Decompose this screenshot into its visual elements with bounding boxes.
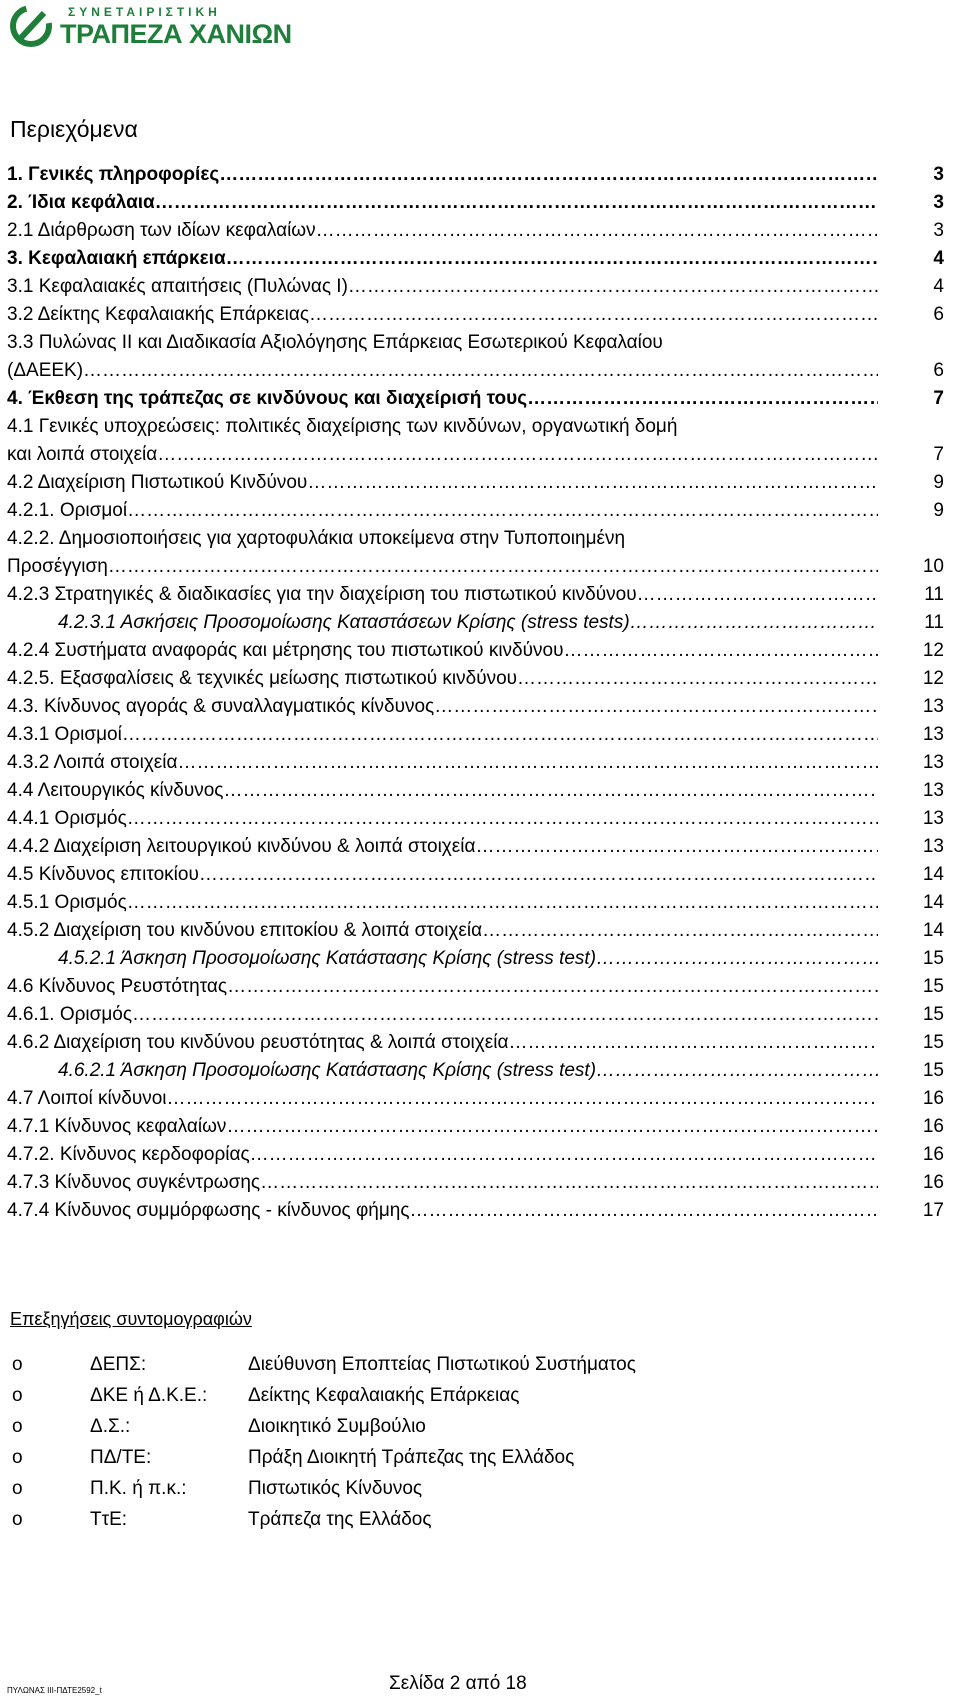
abbreviation-item [0, 1442, 960, 1473]
toc-entry[interactable] [0, 1001, 960, 1029]
toc-entry[interactable] [0, 385, 960, 413]
bullet-marker: o [12, 1416, 23, 1437]
toc-entry-title: 4.4.2 Διαχείριση λειτουργικού κινδύνου & λοιπά στοιχεία …………………………………………………………………………………………………………………………………………………………………………………… [7, 833, 878, 861]
toc-entry-title: Προσέγγιση …………………………………………………………………………………………………………………………………………………………………………………… [7, 553, 878, 581]
toc-entry[interactable] [0, 1141, 960, 1169]
toc-entry-page: 13 [922, 808, 944, 829]
toc-entry-page: 14 [922, 892, 944, 913]
abbreviation-value: Διοικητικό Συμβούλιο [248, 1416, 426, 1437]
toc-entry-title: 4.6.2 Διαχείριση του κινδύνου ρευστότητας & λοιπά στοιχεία …………………………………………………………………………………………………………………………………………………………………………………… [7, 1029, 878, 1057]
toc-entry-title: 4.5.1 Ορισμός …………………………………………………………………………………………………………………………………………………………………………………… [7, 889, 878, 917]
toc-entry-title: 3.1 Κεφαλαιακές απαιτήσεις (Πυλώνας Ι) …………………………………………………………………………………………………………………………………………………………………………………… [7, 273, 878, 301]
abbreviation-key: ΔΕΠΣ: [90, 1354, 147, 1375]
abbreviation-item [0, 1473, 960, 1504]
toc-entry-page: 7 [933, 388, 944, 409]
abbreviations-list [0, 1349, 960, 1535]
toc-entry[interactable] [0, 161, 960, 189]
toc-entry-title: 4.2.2. Δημοσιοποιήσεις για χαρτοφυλάκια υποκείμενα στην Τυποποιημένη [7, 528, 626, 549]
abbreviation-value: Δείκτης Κεφαλαιακής Επάρκειας [248, 1385, 520, 1406]
toc-entry[interactable] [0, 1029, 960, 1057]
toc-entry[interactable] [0, 301, 960, 329]
toc-entry-page: 13 [922, 752, 944, 773]
page-number: Σελίδα 2 από 18 [389, 1673, 527, 1694]
toc-entry-page: 13 [922, 836, 944, 857]
toc-entry[interactable] [0, 917, 960, 945]
bullet-marker: o [12, 1509, 23, 1530]
toc-entry-title: 4.3.2 Λοιπά στοιχεία …………………………………………………………………………………………………………………………………………………………………………………… [7, 749, 878, 777]
logo-mark-icon [10, 5, 52, 47]
toc-entry-title: 2. Ίδια κεφάλαια …………………………………………………………………………………………………………………………………………………………………………………… [7, 189, 878, 217]
abbreviation-value: Διεύθυνση Εποπτείας Πιστωτικού Συστήματος [248, 1354, 636, 1375]
toc-entry-page: 13 [922, 780, 944, 801]
toc-entry-page: 4 [933, 276, 944, 297]
toc-entry[interactable] [0, 469, 960, 497]
toc-entry[interactable] [0, 777, 960, 805]
toc-entry-page: 16 [922, 1088, 944, 1109]
bullet-marker: o [12, 1447, 23, 1468]
toc-entry-title: 4.2.5. Εξασφαλίσεις & τεχνικές μείωσης πιστωτικού κινδύνου …………………………………………………………………………………………………………………………………………………………………………………… [7, 665, 878, 693]
toc-entry[interactable] [0, 973, 960, 1001]
toc-entry[interactable] [0, 329, 960, 357]
toc-entry[interactable] [0, 805, 960, 833]
toc-entry-page: 3 [933, 220, 944, 241]
logo-top-text: ΣΥΝΕΤΑΙΡΙΣΤΙΚΗ [68, 5, 221, 19]
toc-entry[interactable] [0, 217, 960, 245]
abbreviation-key: Π.Κ. ή π.κ.: [90, 1478, 187, 1499]
toc-entry-page: 12 [922, 668, 944, 689]
abbreviation-item [0, 1349, 960, 1380]
toc-entry-title: και λοιπά στοιχεία …………………………………………………………………………………………………………………………………………………………………………………… [7, 441, 878, 469]
toc-entry[interactable] [0, 721, 960, 749]
toc-entry-title: 1. Γενικές πληροφορίες …………………………………………………………………………………………………………………………………………………………………………………… [7, 161, 878, 189]
toc-entry[interactable] [0, 1197, 960, 1225]
toc-title: Περιεχόμενα [10, 116, 138, 142]
table-of-contents [0, 161, 960, 1225]
logo-main-text: ΤΡΑΠΕΖΑ ΧΑΝΙΩΝ [60, 19, 292, 49]
bank-logo [10, 2, 292, 50]
abbreviation-key: ΠΔ/ΤΕ: [90, 1447, 152, 1468]
toc-entry-title: 4.2.3.1 Ασκήσεις Προσομοίωσης Καταστάσεων Κρίσης (stress tests) …………………………………………………………………………………………………………………………………………………………………………………… [58, 609, 878, 637]
abbreviation-value: Πιστωτικός Κίνδυνος [248, 1478, 423, 1499]
toc-entry-title: 4.7.1 Κίνδυνος κεφαλαίων …………………………………………………………………………………………………………………………………………………………………………………… [7, 1113, 878, 1141]
toc-entry-title: (ΔΑΕΕΚ) …………………………………………………………………………………………………………………………………………………………………………………… [7, 357, 878, 385]
toc-entry-title: 2.1 Διάρθρωση των ιδίων κεφαλαίων …………………………………………………………………………………………………………………………………………………………………………………… [7, 217, 878, 245]
abbreviation-key: ΔΚΕ ή Δ.Κ.Ε.: [90, 1385, 208, 1406]
toc-entry[interactable] [0, 861, 960, 889]
toc-entry-title: 3. Κεφαλαιακή επάρκεια …………………………………………………………………………………………………………………………………………………………………………………… [7, 245, 878, 273]
abbreviation-key: Δ.Σ.: [90, 1416, 131, 1437]
toc-entry-title: 4.7.4 Κίνδυνος συμμόρφωσης - κίνδυνος φήμης …………………………………………………………………………………………………………………………………………………………………………………… [7, 1197, 878, 1225]
abbreviation-item [0, 1380, 960, 1411]
toc-entry-page: 16 [922, 1144, 944, 1165]
toc-entry[interactable] [0, 413, 960, 441]
toc-entry[interactable] [0, 609, 960, 637]
toc-entry[interactable] [0, 1113, 960, 1141]
toc-entry-title: 4.5.2.1 Άσκηση Προσομοίωσης Κατάστασης Κρίσης (stress test) …………………………………………………………………………………………………………………………………………………………………………………… [58, 945, 878, 973]
toc-entry-page: 15 [922, 976, 944, 997]
toc-entry-title: 4.5 Κίνδυνος επιτοκίου …………………………………………………………………………………………………………………………………………………………………………………… [7, 861, 878, 889]
toc-entry-page: 16 [922, 1172, 944, 1193]
toc-entry[interactable] [0, 945, 960, 973]
toc-entry-page: 7 [933, 444, 944, 465]
toc-entry-page: 4 [933, 248, 944, 269]
toc-entry[interactable] [0, 889, 960, 917]
toc-entry-page: 16 [922, 1116, 944, 1137]
toc-entry-title: 4.3. Κίνδυνος αγοράς & συναλλαγματικός κίνδυνος …………………………………………………………………………………………………………………………………………………………………………………… [7, 693, 878, 721]
toc-entry-title: 4.4.1 Ορισμός …………………………………………………………………………………………………………………………………………………………………………………… [7, 805, 878, 833]
toc-entry-page: 14 [922, 920, 944, 941]
toc-entry[interactable] [0, 441, 960, 469]
toc-entry[interactable] [0, 693, 960, 721]
abbreviation-key: ΤτΕ: [90, 1509, 128, 1530]
toc-entry[interactable] [0, 245, 960, 273]
toc-entry-page: 17 [922, 1200, 944, 1221]
toc-entry-title: 4.6.1. Ορισμός …………………………………………………………………………………………………………………………………………………………………………………… [7, 1001, 878, 1029]
toc-entry-page: 3 [933, 192, 944, 213]
toc-entry-page: 15 [922, 948, 944, 969]
toc-entry-title: 4.7 Λοιποί κίνδυνοι …………………………………………………………………………………………………………………………………………………………………………………… [7, 1085, 878, 1113]
toc-entry[interactable] [0, 189, 960, 217]
abbreviation-item [0, 1411, 960, 1442]
toc-entry[interactable] [0, 357, 960, 385]
toc-entry-page: 15 [922, 1032, 944, 1053]
abbreviation-value: Πράξη Διοικητή Τράπεζας της Ελλάδος [248, 1447, 575, 1468]
toc-entry[interactable] [0, 749, 960, 777]
toc-entry-page: 10 [922, 556, 944, 577]
bullet-marker: o [12, 1354, 23, 1375]
bullet-marker: o [12, 1385, 23, 1406]
abbreviations-title: Επεξηγήσεις συντομογραφιών [10, 1309, 252, 1329]
toc-entry-title: 4.2.4 Συστήματα αναφοράς και μέτρησης του πιστωτικού κινδύνου …………………………………………………………………………………………………………………………………………………………………………………… [7, 637, 878, 665]
toc-entry-page: 14 [922, 864, 944, 885]
toc-entry[interactable] [0, 497, 960, 525]
toc-entry-page: 6 [933, 360, 944, 381]
abbreviation-value: Τράπεζα της Ελλάδος [248, 1509, 432, 1530]
toc-entry-title: 4.2.1. Ορισμοί …………………………………………………………………………………………………………………………………………………………………………………… [7, 497, 878, 525]
toc-entry-title: 3.2 Δείκτης Κεφαλαιακής Επάρκειας …………………………………………………………………………………………………………………………………………………………………………………… [7, 301, 878, 329]
toc-entry-page: 15 [922, 1060, 944, 1081]
toc-entry[interactable] [0, 581, 960, 609]
toc-entry-page: 12 [922, 640, 944, 661]
toc-entry-title: 4.2.3 Στρατηγικές & διαδικασίες για την διαχείριση του πιστωτικού κινδύνου …………………………………………………………………………………………………………………………………………………………………………………… [7, 581, 878, 609]
toc-entry[interactable] [0, 1085, 960, 1113]
toc-entry-title: 4.7.3 Κίνδυνος συγκέντρωσης …………………………………………………………………………………………………………………………………………………………………………………… [7, 1169, 878, 1197]
abbreviation-item [0, 1504, 960, 1535]
toc-entry-title: 3.3 Πυλώνας ΙΙ και Διαδικασία Αξιολόγησης Επάρκειας Εσωτερικού Κεφαλαίου [7, 332, 663, 353]
toc-entry-page: 13 [922, 696, 944, 717]
toc-entry[interactable] [0, 553, 960, 581]
toc-entry-title: 4.2 Διαχείριση Πιστωτικού Κινδύνου …………………………………………………………………………………………………………………………………………………………………………………… [7, 469, 878, 497]
toc-entry-title: 4.7.2. Κίνδυνος κερδοφορίας …………………………………………………………………………………………………………………………………………………………………………………… [7, 1141, 878, 1169]
toc-entry-page: 11 [924, 584, 944, 605]
toc-entry[interactable] [0, 833, 960, 861]
toc-entry-title: 4.1 Γενικές υποχρεώσεις: πολιτικές διαχείρισης των κινδύνων, οργανωτική δομή [7, 416, 678, 437]
toc-entry-page: 6 [933, 304, 944, 325]
toc-entry[interactable] [0, 637, 960, 665]
footer-doc-id: ΠΥΛΩΝΑΣ ΙΙΙ-ΠΔΤΕ2592_t [7, 1686, 102, 1695]
toc-entry-page: 3 [933, 164, 944, 185]
toc-entry-title: 4.3.1 Ορισμοί …………………………………………………………………………………………………………………………………………………………………………………… [7, 721, 878, 749]
toc-entry[interactable] [0, 525, 960, 553]
toc-entry-page: 11 [924, 612, 944, 633]
toc-entry[interactable] [0, 665, 960, 693]
toc-entry[interactable] [0, 1169, 960, 1197]
toc-entry-title: 4. Έκθεση της τράπεζας σε κινδύνους και διαχείρισή τους …………………………………………………………………………………………………………………………………………………………………………………… [7, 385, 878, 413]
toc-entry[interactable] [0, 1057, 960, 1085]
toc-entry-page: 9 [933, 472, 944, 493]
toc-entry[interactable] [0, 273, 960, 301]
toc-entry-title: 4.5.2 Διαχείριση του κινδύνου επιτοκίου & λοιπά στοιχεία …………………………………………………………………………………………………………………………………………………………………………………… [7, 917, 878, 945]
toc-entry-title: 4.6.2.1 Άσκηση Προσομοίωσης Κατάστασης Κρίσης (stress test) …………………………………………………………………………………………………………………………………………………………………………………… [58, 1057, 878, 1085]
toc-entry-title: 4.4 Λειτουργικός κίνδυνος …………………………………………………………………………………………………………………………………………………………………………………… [7, 777, 878, 805]
toc-entry-title: 4.6 Κίνδυνος Ρευστότητας …………………………………………………………………………………………………………………………………………………………………………………… [7, 973, 878, 1001]
toc-entry-page: 9 [933, 500, 944, 521]
toc-entry-page: 15 [922, 1004, 944, 1025]
toc-entry-page: 13 [922, 724, 944, 745]
bullet-marker: o [12, 1478, 23, 1499]
